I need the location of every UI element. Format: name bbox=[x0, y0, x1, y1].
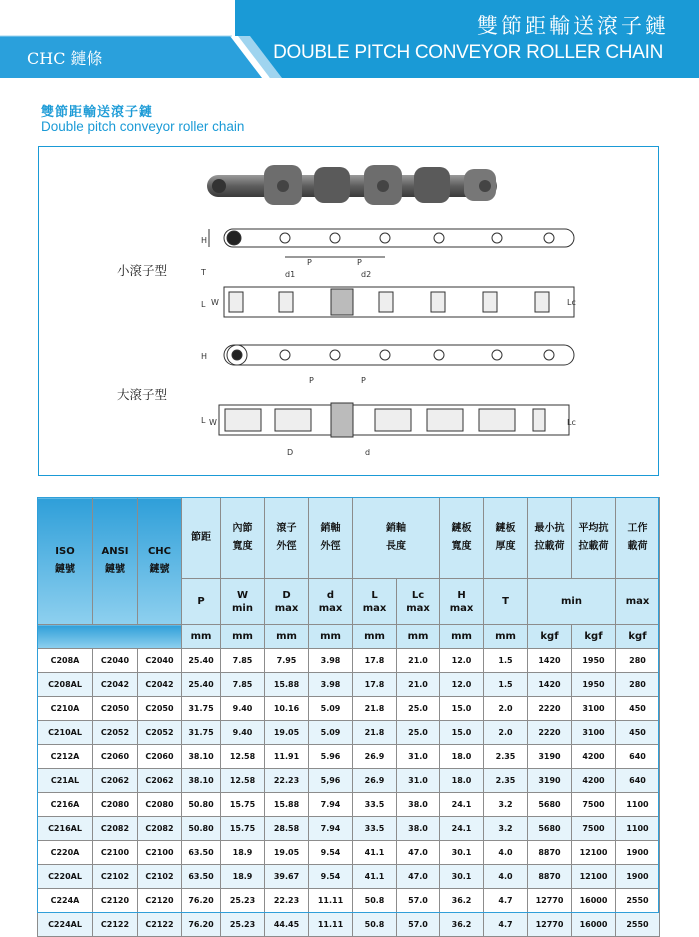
table-cell: 280 bbox=[616, 673, 660, 697]
svg-text:Lc: Lc bbox=[567, 298, 576, 307]
table-cell: 1100 bbox=[616, 817, 660, 841]
sym-p: P bbox=[182, 579, 221, 625]
table-row bbox=[38, 769, 660, 793]
large-roller-label: 大滾子型 bbox=[117, 387, 168, 402]
table-cell: 76.20 bbox=[182, 913, 221, 937]
table-cell: 24.1 bbox=[440, 817, 484, 841]
table-cell: 2.35 bbox=[484, 745, 528, 769]
table-cell: 7.85 bbox=[221, 649, 265, 673]
table-cell: 28.58 bbox=[265, 817, 309, 841]
table-cell: C216AL bbox=[38, 817, 93, 841]
small-roller-label: 小滾子型 bbox=[117, 263, 168, 278]
table-cell: 1.5 bbox=[484, 673, 528, 697]
sym-w: W min bbox=[221, 579, 265, 625]
table-cell: 1950 bbox=[572, 649, 616, 673]
table-row bbox=[38, 673, 660, 697]
table-row bbox=[38, 865, 660, 889]
table-cell: C216A bbox=[38, 793, 93, 817]
table-cell: 25.40 bbox=[182, 673, 221, 697]
table-cell: 19.05 bbox=[265, 721, 309, 745]
table-cell: C2082 bbox=[138, 817, 182, 841]
table-cell: 21.0 bbox=[397, 649, 440, 673]
table-cell: 4.7 bbox=[484, 913, 528, 937]
table-row bbox=[38, 745, 660, 769]
table-cell: 15.75 bbox=[221, 817, 265, 841]
table-cell: 18.0 bbox=[440, 769, 484, 793]
table-cell: 50.80 bbox=[182, 817, 221, 841]
table-cell: 25.40 bbox=[182, 649, 221, 673]
table-cell: 18.9 bbox=[221, 865, 265, 889]
table-cell: C2122 bbox=[93, 913, 138, 937]
table-cell: C2060 bbox=[93, 745, 138, 769]
table-cell: 12770 bbox=[528, 889, 572, 913]
table-cell: 16000 bbox=[572, 889, 616, 913]
svg-text:d2: d2 bbox=[361, 270, 372, 279]
col-ansi bbox=[93, 498, 138, 625]
table-cell: 19.05 bbox=[265, 841, 309, 865]
table-cell: 12.0 bbox=[440, 673, 484, 697]
table-cell: 3.98 bbox=[309, 649, 353, 673]
table-row bbox=[38, 817, 660, 841]
table-cell: 38.10 bbox=[182, 769, 221, 793]
table-cell: 7500 bbox=[572, 793, 616, 817]
table-cell: C2040 bbox=[93, 649, 138, 673]
table-cell: 76.20 bbox=[182, 889, 221, 913]
table-cell: 63.50 bbox=[182, 865, 221, 889]
table-cell: 5.09 bbox=[309, 697, 353, 721]
table-cell: 50.80 bbox=[182, 793, 221, 817]
table-cell: 33.5 bbox=[353, 817, 397, 841]
col-ansi-label: ANSI 鏈號 bbox=[101, 546, 129, 575]
table-cell: 640 bbox=[616, 745, 660, 769]
table-cell: C2050 bbox=[138, 697, 182, 721]
table-cell: 38.0 bbox=[397, 793, 440, 817]
table-cell: 1900 bbox=[616, 865, 660, 889]
table-cell: 4.0 bbox=[484, 841, 528, 865]
header-title-zh: 雙節距輸送滾子鏈 bbox=[477, 14, 669, 38]
brand-label: CHC 鏈條 bbox=[27, 49, 103, 68]
table-cell: C2052 bbox=[93, 721, 138, 745]
col-chc bbox=[138, 498, 182, 625]
table-row bbox=[38, 841, 660, 865]
table-cell: 4200 bbox=[572, 745, 616, 769]
table-cell: C2102 bbox=[138, 865, 182, 889]
table-cell: 3100 bbox=[572, 721, 616, 745]
table-cell: 7.85 bbox=[221, 673, 265, 697]
table-cell: 26.9 bbox=[353, 745, 397, 769]
svg-text:d: d bbox=[365, 448, 371, 457]
table-cell: 1950 bbox=[572, 673, 616, 697]
table-cell: 25.23 bbox=[221, 913, 265, 937]
table-cell: 21.8 bbox=[353, 697, 397, 721]
table-cell: 1420 bbox=[528, 673, 572, 697]
col-avg-tensile: 平均抗 拉載荷 bbox=[572, 498, 616, 579]
section-title-zh: 雙節距輸送滾子鏈 bbox=[41, 105, 154, 120]
col-plate-thick: 鏈板 厚度 bbox=[484, 498, 528, 579]
table-cell: 17.8 bbox=[353, 649, 397, 673]
table-cell: 12100 bbox=[572, 865, 616, 889]
table-cell: 450 bbox=[616, 697, 660, 721]
table-cell: C2042 bbox=[93, 673, 138, 697]
table-cell: C2050 bbox=[93, 697, 138, 721]
table-cell: 3190 bbox=[528, 769, 572, 793]
svg-text:L: L bbox=[201, 416, 206, 425]
table-cell: 2220 bbox=[528, 721, 572, 745]
col-iso-label: ISO 鏈號 bbox=[55, 546, 75, 575]
table-cell: C2120 bbox=[93, 889, 138, 913]
svg-text:W: W bbox=[211, 298, 219, 307]
table-cell: 24.1 bbox=[440, 793, 484, 817]
table-cell: 21.0 bbox=[397, 673, 440, 697]
unit-cell: mm bbox=[397, 625, 440, 649]
svg-text:P: P bbox=[307, 258, 312, 267]
table-cell: C2100 bbox=[138, 841, 182, 865]
table-cell: 9.54 bbox=[309, 865, 353, 889]
table-cell: 15.88 bbox=[265, 793, 309, 817]
table-cell: 2550 bbox=[616, 889, 660, 913]
table-cell: C224AL bbox=[38, 913, 93, 937]
header-title-en: DOUBLE PITCH CONVEYOR ROLLER CHAIN bbox=[273, 42, 663, 63]
sym-d-small: d max bbox=[309, 579, 353, 625]
large-roller-top-view bbox=[219, 403, 569, 437]
table-cell: 12.58 bbox=[221, 745, 265, 769]
table-row bbox=[38, 649, 660, 673]
col-iso bbox=[38, 498, 93, 625]
table-cell: 12100 bbox=[572, 841, 616, 865]
unit-cell: kgf bbox=[528, 625, 572, 649]
table-cell: 4.0 bbox=[484, 865, 528, 889]
svg-text:P: P bbox=[309, 376, 314, 385]
header-banner bbox=[0, 0, 699, 78]
table-cell: 47.0 bbox=[397, 865, 440, 889]
col-pitch: 節距 bbox=[182, 498, 221, 579]
table-cell: 31.0 bbox=[397, 745, 440, 769]
unit-cell: mm bbox=[484, 625, 528, 649]
table-cell: 5.96 bbox=[309, 745, 353, 769]
table-cell: C208AL bbox=[38, 673, 93, 697]
table-cell: 7500 bbox=[572, 817, 616, 841]
table-cell: C2060 bbox=[138, 745, 182, 769]
col-pin-length: 銷軸 長度 bbox=[353, 498, 440, 579]
unit-cell: kgf bbox=[616, 625, 660, 649]
table-cell: 8870 bbox=[528, 865, 572, 889]
table-cell: 17.8 bbox=[353, 673, 397, 697]
table-cell: C224A bbox=[38, 889, 93, 913]
table-cell: C2080 bbox=[138, 793, 182, 817]
col-roller-dia: 滾子 外徑 bbox=[265, 498, 309, 579]
table-cell: 38.0 bbox=[397, 817, 440, 841]
table-cell: 3.2 bbox=[484, 817, 528, 841]
svg-text:H: H bbox=[201, 352, 208, 361]
table-cell: 18.0 bbox=[440, 745, 484, 769]
small-roller-top-view bbox=[224, 287, 574, 317]
table-cell: 33.5 bbox=[353, 793, 397, 817]
sym-max: max bbox=[616, 579, 660, 625]
table-cell: 1.5 bbox=[484, 649, 528, 673]
sym-d-big: D max bbox=[265, 579, 309, 625]
table-cell: 57.0 bbox=[397, 889, 440, 913]
table-cell: 25.0 bbox=[397, 721, 440, 745]
svg-text:L: L bbox=[201, 300, 206, 309]
table-cell: 5680 bbox=[528, 793, 572, 817]
table-row bbox=[38, 721, 660, 745]
table-cell: 2550 bbox=[616, 913, 660, 937]
table-cell: C2042 bbox=[138, 673, 182, 697]
table-cell: 2.35 bbox=[484, 769, 528, 793]
unit-cell: mm bbox=[309, 625, 353, 649]
svg-text:H: H bbox=[201, 236, 208, 245]
table-cell: 7.95 bbox=[265, 649, 309, 673]
table-cell: 41.1 bbox=[353, 865, 397, 889]
large-roller-side-view bbox=[224, 345, 574, 365]
table-cell: 36.2 bbox=[440, 889, 484, 913]
table-row bbox=[38, 889, 660, 913]
table-cell: C2052 bbox=[138, 721, 182, 745]
table-cell: 9.40 bbox=[221, 697, 265, 721]
table-cell: 7.94 bbox=[309, 793, 353, 817]
chain-drawing bbox=[39, 147, 660, 477]
table-cell: 44.45 bbox=[265, 913, 309, 937]
col-plate-width: 鏈板 寬度 bbox=[440, 498, 484, 579]
table-cell: 11.91 bbox=[265, 745, 309, 769]
table-cell: 39.67 bbox=[265, 865, 309, 889]
unit-cell: kgf bbox=[572, 625, 616, 649]
chain-photo bbox=[207, 165, 497, 205]
table-cell: 36.2 bbox=[440, 913, 484, 937]
table-cell: 31.75 bbox=[182, 697, 221, 721]
table-cell: 50.8 bbox=[353, 889, 397, 913]
table-cell: 7.94 bbox=[309, 817, 353, 841]
table-cell: 3190 bbox=[528, 745, 572, 769]
table-cell: 9.40 bbox=[221, 721, 265, 745]
table-cell: 15.88 bbox=[265, 673, 309, 697]
table-cell: 1420 bbox=[528, 649, 572, 673]
spec-table bbox=[37, 497, 660, 937]
unit-cell: mm bbox=[440, 625, 484, 649]
table-cell: C210A bbox=[38, 697, 93, 721]
chain-diagram bbox=[38, 146, 659, 476]
table-cell: 11.11 bbox=[309, 913, 353, 937]
table-cell: C2040 bbox=[138, 649, 182, 673]
table-cell: 640 bbox=[616, 769, 660, 793]
table-cell: C2100 bbox=[93, 841, 138, 865]
table-cell: C208A bbox=[38, 649, 93, 673]
table-cell: C212A bbox=[38, 745, 93, 769]
table-cell: 30.1 bbox=[440, 865, 484, 889]
table-cell: 1100 bbox=[616, 793, 660, 817]
svg-text:T: T bbox=[201, 268, 206, 277]
table-cell: 15.75 bbox=[221, 793, 265, 817]
table-cell: 57.0 bbox=[397, 913, 440, 937]
table-cell: 31.0 bbox=[397, 769, 440, 793]
table-cell: 5680 bbox=[528, 817, 572, 841]
table-cell: C220A bbox=[38, 841, 93, 865]
table-cell: 4200 bbox=[572, 769, 616, 793]
col-pin-dia: 銷軸 外徑 bbox=[309, 498, 353, 579]
table-cell: C220AL bbox=[38, 865, 93, 889]
table-cell: C2062 bbox=[93, 769, 138, 793]
sym-h: H max bbox=[440, 579, 484, 625]
table-cell: 15.0 bbox=[440, 721, 484, 745]
small-roller-side-view bbox=[209, 229, 574, 257]
table-cell: 450 bbox=[616, 721, 660, 745]
table-cell: 38.10 bbox=[182, 745, 221, 769]
table-cell: 3.2 bbox=[484, 793, 528, 817]
unit-cell: mm bbox=[221, 625, 265, 649]
table-cell: 50.8 bbox=[353, 913, 397, 937]
table-cell: C21AL bbox=[38, 769, 93, 793]
table-cell: 2220 bbox=[528, 697, 572, 721]
table-cell: 5,96 bbox=[309, 769, 353, 793]
table-cell: 280 bbox=[616, 649, 660, 673]
table-cell: C2102 bbox=[93, 865, 138, 889]
table-row bbox=[38, 913, 660, 937]
svg-text:P: P bbox=[357, 258, 362, 267]
table-cell: 22.23 bbox=[265, 889, 309, 913]
table-cell: 26.9 bbox=[353, 769, 397, 793]
table-cell: 9.54 bbox=[309, 841, 353, 865]
table-cell: 63.50 bbox=[182, 841, 221, 865]
table-cell: 31.75 bbox=[182, 721, 221, 745]
table-cell: C2122 bbox=[138, 913, 182, 937]
table-cell: C2120 bbox=[138, 889, 182, 913]
spec-table-body bbox=[38, 649, 660, 937]
sym-l: L max bbox=[353, 579, 397, 625]
svg-text:P: P bbox=[361, 376, 366, 385]
table-cell: 10.16 bbox=[265, 697, 309, 721]
table-cell: 12770 bbox=[528, 913, 572, 937]
table-row bbox=[38, 793, 660, 817]
table-cell: 25.23 bbox=[221, 889, 265, 913]
table-cell: 18.9 bbox=[221, 841, 265, 865]
col-min-tensile: 最小抗 拉載荷 bbox=[528, 498, 572, 579]
table-cell: 12.58 bbox=[221, 769, 265, 793]
svg-text:Lc: Lc bbox=[567, 418, 576, 427]
table-cell: 11.11 bbox=[309, 889, 353, 913]
table-cell: 12.0 bbox=[440, 649, 484, 673]
table-cell: 3.98 bbox=[309, 673, 353, 697]
unit-cell: mm bbox=[265, 625, 309, 649]
sym-min: min bbox=[528, 579, 616, 625]
table-cell: C2062 bbox=[138, 769, 182, 793]
svg-text:D: D bbox=[287, 448, 294, 457]
svg-text:d1: d1 bbox=[285, 270, 296, 279]
svg-text:W: W bbox=[209, 418, 217, 427]
units-row bbox=[38, 625, 660, 649]
table-cell: 8870 bbox=[528, 841, 572, 865]
table-cell: 4.7 bbox=[484, 889, 528, 913]
table-cell: 15.0 bbox=[440, 697, 484, 721]
col-chc-label: CHC 鏈號 bbox=[147, 546, 172, 575]
sym-t: T bbox=[484, 579, 528, 625]
sym-lc: Lc max bbox=[397, 579, 440, 625]
table-cell: 22.23 bbox=[265, 769, 309, 793]
table-cell: 2.0 bbox=[484, 721, 528, 745]
table-cell: 41.1 bbox=[353, 841, 397, 865]
table-cell: 25.0 bbox=[397, 697, 440, 721]
table-cell: C2080 bbox=[93, 793, 138, 817]
table-cell: 30.1 bbox=[440, 841, 484, 865]
section-title-en: Double pitch conveyor roller chain bbox=[41, 119, 245, 134]
table-cell: 2.0 bbox=[484, 697, 528, 721]
col-inner-width: 內節 寬度 bbox=[221, 498, 265, 579]
table-cell: C210AL bbox=[38, 721, 93, 745]
col-work-load: 工作 載荷 bbox=[616, 498, 660, 579]
table-cell: 21.8 bbox=[353, 721, 397, 745]
unit-cell: mm bbox=[182, 625, 221, 649]
table-row bbox=[38, 697, 660, 721]
table-cell: 3100 bbox=[572, 697, 616, 721]
table-cell: 5.09 bbox=[309, 721, 353, 745]
units-spacer bbox=[38, 625, 182, 649]
table-cell: C2082 bbox=[93, 817, 138, 841]
unit-cell: mm bbox=[353, 625, 397, 649]
table-cell: 1900 bbox=[616, 841, 660, 865]
table-cell: 47.0 bbox=[397, 841, 440, 865]
table-cell: 16000 bbox=[572, 913, 616, 937]
